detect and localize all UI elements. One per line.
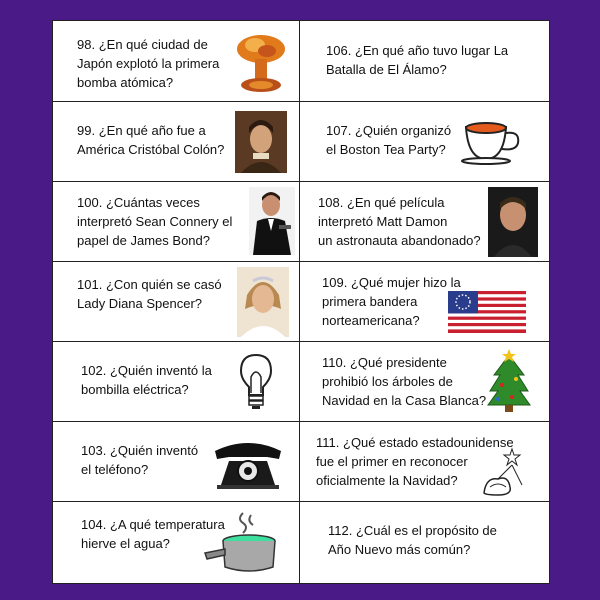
trivia-sheet xyxy=(52,20,550,584)
diana-portrait xyxy=(237,267,289,337)
christmas-tree-icon xyxy=(486,349,532,413)
question-text: 112. ¿Cuál es el propósito de Año Nuevo más común? xyxy=(328,523,497,557)
rotary-phone-icon xyxy=(209,437,287,491)
question-card-109 xyxy=(300,261,546,341)
question-text: 107. ¿Quién organizó el Boston Tea Party? xyxy=(326,123,452,157)
question-text: 110. ¿Qué presidente prohibió los árboles de Navidad en la Casa Blanca? xyxy=(322,355,487,408)
question-card-102 xyxy=(53,341,299,421)
question-text: 104. ¿A qué temperatura hierve el agua? xyxy=(81,517,225,551)
question-text: 103. ¿Quién inventó el teléfono? xyxy=(81,443,199,477)
light-bulb-icon xyxy=(239,353,273,411)
christopher-columbus-portrait xyxy=(235,111,287,173)
mushroom-cloud-icon xyxy=(233,31,289,95)
question-text: 109. ¿Qué mujer hizo la primera bandera norteamericana? xyxy=(322,275,461,328)
question-card-100 xyxy=(53,181,299,261)
question-card-107 xyxy=(300,101,546,181)
question-card-99 xyxy=(53,101,299,181)
question-card-110 xyxy=(300,341,546,421)
question-card-98 xyxy=(53,21,299,101)
question-text: 108. ¿En qué película interpretó Matt Damon un astronauta abandonado? xyxy=(318,195,481,248)
question-card-104 xyxy=(53,501,299,581)
question-card-103 xyxy=(53,421,299,501)
james-bond-photo xyxy=(249,187,295,255)
question-card-106 xyxy=(300,21,546,101)
teacup-icon xyxy=(460,117,524,165)
question-text: 100. ¿Cuántas veces interpretó Sean Connery el papel de James Bond? xyxy=(77,195,233,248)
question-card-108 xyxy=(300,181,546,261)
matt-damon-photo xyxy=(488,187,538,257)
question-text: 106. ¿En qué año tuvo lugar La Batalla de El Álamo? xyxy=(326,43,509,77)
betsy-ross-flag-icon xyxy=(448,291,526,333)
question-text: 111. ¿Qué estado estadounidense fue el primer en reconocer oficialmente la Navidad? xyxy=(316,435,514,488)
question-text: 102. ¿Quién inventó la bombilla eléctrica? xyxy=(81,363,212,397)
question-card-101 xyxy=(53,261,299,341)
question-text: 98. ¿En qué ciudad de Japón explotó la primera bomba atómica? xyxy=(77,37,220,90)
question-text: 101. ¿Con quién se casó Lady Diana Spencer? xyxy=(77,277,222,311)
question-text: 99. ¿En qué año fue a América Cristóbal Colón? xyxy=(77,123,225,157)
question-card-111 xyxy=(300,421,546,501)
nativity-star-icon xyxy=(478,447,526,497)
boiling-pot-icon xyxy=(203,509,287,581)
question-card-112 xyxy=(300,501,546,581)
